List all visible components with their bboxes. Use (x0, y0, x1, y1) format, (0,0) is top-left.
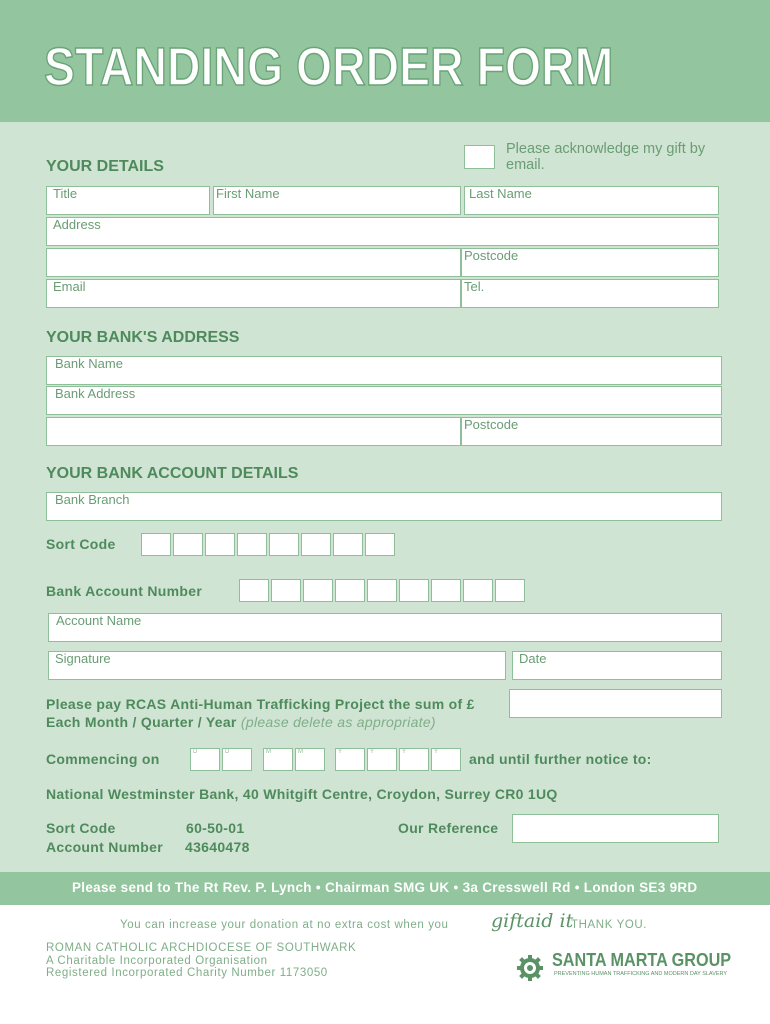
bank-postcode-label: Postcode (464, 417, 519, 432)
gear-hands-icon (516, 952, 548, 982)
signature-label: Signature (55, 651, 111, 666)
sort-code-label: Sort Code (46, 536, 116, 552)
sort-code-digit-box[interactable] (269, 533, 299, 556)
account-number-label: Bank Account Number (46, 583, 203, 599)
account-number-digit-box[interactable] (303, 579, 333, 602)
account-number-digit-box[interactable] (239, 579, 269, 602)
our-reference-label: Our Reference (398, 820, 499, 836)
giftaid-logo: giftaid it (491, 910, 574, 932)
date-part-hint: Y (338, 749, 343, 755)
commencing-date-box[interactable] (431, 748, 461, 771)
acknowledge-label: Please acknowledge my gift by email. (506, 141, 706, 173)
account-number-digit-box[interactable] (431, 579, 461, 602)
date-part-hint: Y (370, 749, 375, 755)
bank-address-line-2-field[interactable] (46, 417, 461, 446)
date-part-hint: Y (434, 749, 439, 755)
commencing-date-box[interactable] (222, 748, 252, 771)
title-label: Title (53, 186, 78, 201)
logo-tagline: PREVENTING HUMAN TRAFFICKING AND MODERN DAY SLAVERY (554, 971, 728, 977)
bank-name-field[interactable] (46, 356, 722, 385)
sort-code-digit-box[interactable] (301, 533, 331, 556)
date-part-hint: Y (402, 749, 407, 755)
first-name-label: First Name (216, 186, 280, 201)
bank-address-heading: YOUR BANK'S ADDRESS (46, 329, 240, 346)
acknowledge-checkbox[interactable] (464, 145, 495, 169)
sort-code-digit-box[interactable] (237, 533, 267, 556)
commencing-date-box[interactable] (335, 748, 365, 771)
sort-code-digit-box[interactable] (141, 533, 171, 556)
bank-address-label: Bank Address (55, 386, 136, 401)
payee-sort-code-label: Sort Code (46, 820, 116, 836)
account-number-digit-box[interactable] (335, 579, 365, 602)
commencing-date-box[interactable] (399, 748, 429, 771)
bank-branch-field[interactable] (46, 492, 722, 521)
first-name-field[interactable] (213, 186, 461, 215)
last-name-label: Last Name (469, 186, 532, 201)
date-part-hint: M (298, 749, 303, 755)
send-to-address: Please send to The Rt Rev. P. Lynch • Chairman SMG UK • 3a Cresswell Rd • London SE3 9RD (72, 880, 698, 895)
amount-field[interactable] (509, 689, 722, 718)
tel-label: Tel. (464, 279, 485, 294)
date-part-hint: D (225, 749, 230, 755)
payee-sort-code-value: 60-50-01 (186, 820, 245, 836)
email-label: Email (53, 279, 86, 294)
date-part-hint: D (193, 749, 198, 755)
bank-postcode-field[interactable] (461, 417, 722, 446)
charity-type: A Charitable Incorporated Organisation (46, 954, 268, 967)
giftaid-text: You can increase your donation at no extra cost when you (120, 919, 449, 931)
payment-instruction-line-1: Please pay RCAS Anti-Human Trafficking Project the sum of £ (46, 696, 475, 712)
commencing-date-box[interactable] (295, 748, 325, 771)
commencing-date-box[interactable] (263, 748, 293, 771)
bank-account-heading: YOUR BANK ACCOUNT DETAILS (46, 465, 299, 482)
address-label: Address (53, 217, 101, 232)
date-label: Date (519, 651, 547, 666)
bank-name-label: Bank Name (55, 356, 123, 371)
charity-info (46, 942, 356, 980)
date-part-hint: M (266, 749, 271, 755)
form-header (0, 0, 770, 122)
last-name-field[interactable] (464, 186, 719, 215)
account-name-label: Account Name (56, 613, 142, 628)
commencing-date-box[interactable] (190, 748, 220, 771)
send-to-band (0, 872, 770, 905)
sort-code-digit-box[interactable] (173, 533, 203, 556)
payment-frequency-note: (please delete as appropriate) (240, 714, 436, 730)
bank-branch-label: Bank Branch (55, 492, 130, 507)
payment-frequency-line (46, 714, 436, 730)
charity-name: ROMAN CATHOLIC ARCHDIOCESE OF SOUTHWARK (46, 942, 357, 954)
payee-account-number-label: Account Number (46, 839, 163, 855)
sort-code-digit-box[interactable] (365, 533, 395, 556)
commencing-label: Commencing on (46, 751, 160, 767)
email-field[interactable] (46, 279, 461, 308)
until-notice-label: and until further notice to: (469, 751, 652, 767)
signature-field[interactable] (48, 651, 506, 680)
account-name-field[interactable] (48, 613, 722, 642)
address-line-2-field[interactable] (46, 248, 461, 277)
logo-name: SANTA MARTA GROUP (552, 950, 732, 970)
payee-bank-line: National Westminster Bank, 40 Whitgift Centre, Croydon, Surrey CR0 1UQ (46, 786, 558, 802)
our-reference-field[interactable] (512, 814, 719, 843)
tel-field[interactable] (461, 279, 719, 308)
payment-frequency-options[interactable]: Each Month / Quarter / Year (46, 714, 237, 730)
account-number-digit-box[interactable] (367, 579, 397, 602)
account-number-digit-box[interactable] (271, 579, 301, 602)
commencing-date-box[interactable] (367, 748, 397, 771)
date-field[interactable] (512, 651, 722, 680)
postcode-field[interactable] (461, 248, 719, 277)
santa-marta-group-logo (516, 950, 732, 984)
thank-you-text: THANK YOU. (571, 919, 648, 931)
address-field[interactable] (46, 217, 719, 246)
account-number-digit-box[interactable] (463, 579, 493, 602)
account-number-digit-box[interactable] (399, 579, 429, 602)
bank-address-field[interactable] (46, 386, 722, 415)
title-field[interactable] (46, 186, 210, 215)
form-title: STANDING ORDER FORM (44, 37, 614, 97)
payee-account-number-value: 43640478 (185, 839, 250, 855)
account-number-digit-box[interactable] (495, 579, 525, 602)
charity-number: Registered Incorporated Charity Number 1173050 (46, 967, 328, 979)
sort-code-digit-box[interactable] (205, 533, 235, 556)
your-details-heading: YOUR DETAILS (46, 158, 164, 175)
sort-code-digit-box[interactable] (333, 533, 363, 556)
postcode-label: Postcode (464, 248, 519, 263)
